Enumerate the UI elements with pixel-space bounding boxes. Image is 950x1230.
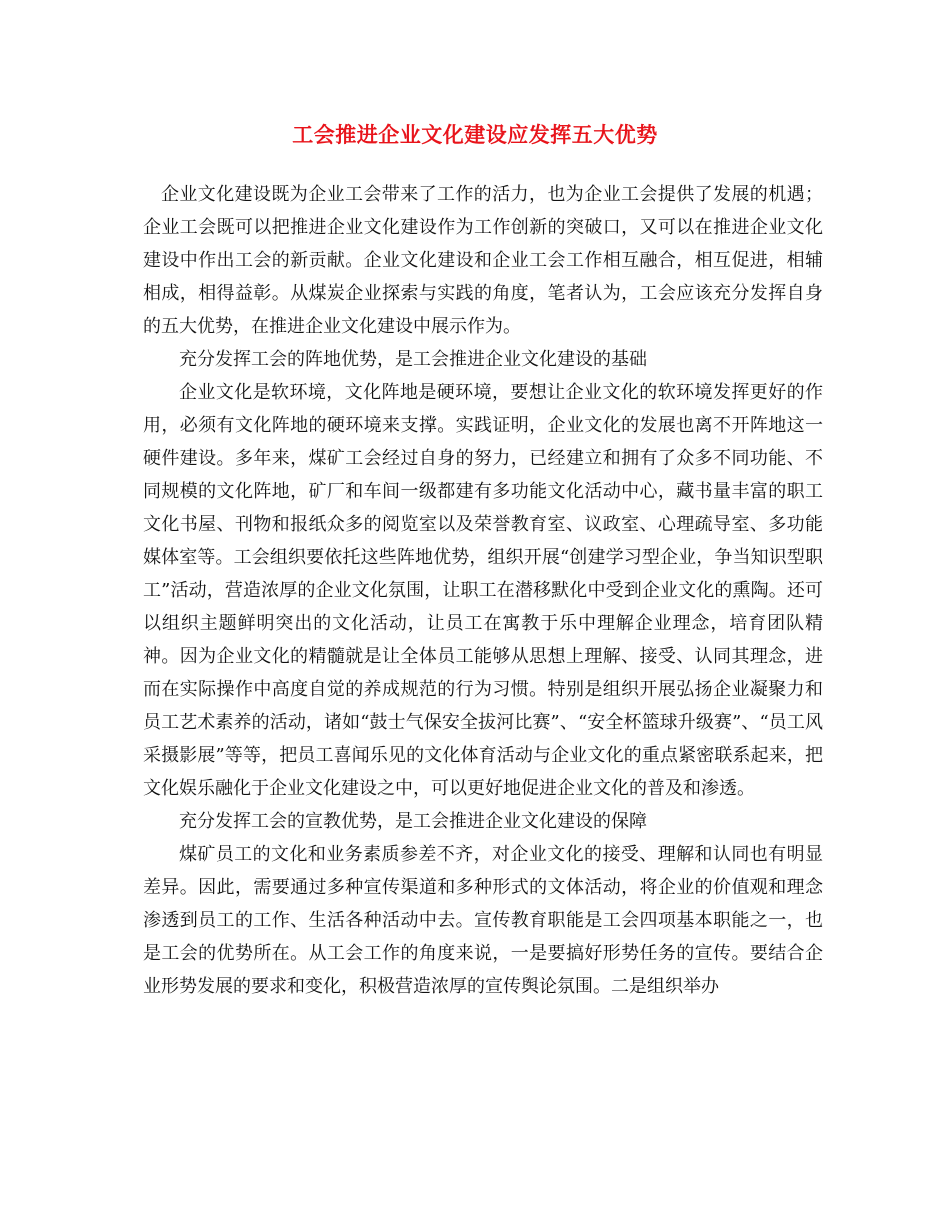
section-heading-2: 充分发挥工会的宣教优势，是工会推进企业文化建设的保障 xyxy=(179,811,647,832)
body-paragraph-1: 企业文化是软环境，文化阵地是硬环境，要想让企业文化的软环境发挥更好的作用，必须有文化阵地的硬环境来支撑。实践证明，企业文化的发展也离不开阵地这一硬件建设。多年来，煤矿工会经过自身的努力，已经建立和拥有了众多不同功能、不同规模的文化阵地，矿厂和车间一级都建有多功能文化活动中心，藏书量丰富的职工文化书屋、刊物和报纸众多的阅览室以及荣誉教育室、议政室、心理疏导室、多功能媒体室等。工会组织要依托这些阵地优势，组织开展“创建学习型企业，争当知识型职工”活动，营造浓厚的企业文化氛围，让职工在潜移默化中受到企业文化的熏陶。还可以组织主题鲜明突出的文化活动，让员工在寓教于乐中理解企业理念，培育团队精神。因为企业文化的精髓就是让全体员工能够从思想上理解、接受、认同其理念，进而在实际操作中高度自觉的养成规范的行为习惯。特别是组织开展弘扬企业凝聚力和员工艺术素养的活动，诸如“鼓士气保安全拔河比赛”、“安全杯篮球升级赛”、“员工风采摄影展”等等，把员工喜闻乐见的文化体育活动与企业文化的重点紧密联系起来，把文化娱乐融化于企业文化建设之中，可以更好地促进企业文化的普及和渗透。 xyxy=(143,382,823,799)
document-body xyxy=(143,178,823,1003)
intro-paragraph: 企业文化建设既为企业工会带来了工作的活力，也为企业工会提供了发展的机遇；企业工会既可以把推进企业文化建设作为工作创新的突破口，又可以在推进企业文化建设中作出工会的新贡献。企业文化建设和企业工会工作相互融合，相互促进，相辅相成，相得益彰。从煤炭企业探索与实践的角度，笔者认为，工会应该充分发挥自身的五大优势，在推进企业文化建设中展示作为。 xyxy=(143,184,823,337)
document-title: 工会推进企业文化建设应发挥五大优势 xyxy=(292,122,658,147)
section-heading-1: 充分发挥工会的阵地优势，是工会推进企业文化建设的基础 xyxy=(179,349,647,370)
body-paragraph-2: 煤矿员工的文化和业务素质参差不齐，对企业文化的接受、理解和认同也有明显差异。因此，需要通过多种宣传渠道和多种形式的文体活动，将企业的价值观和理念渗透到员工的工作、生活各种活动中去。宣传教育职能是工会四项基本职能之一，也是工会的优势所在。从工会工作的角度来说，一是要搞好形势任务的宣传。要结合企业形势发展的要求和变化，积极营造浓厚的宣传舆论氛围。二是组织举办 xyxy=(143,844,823,997)
